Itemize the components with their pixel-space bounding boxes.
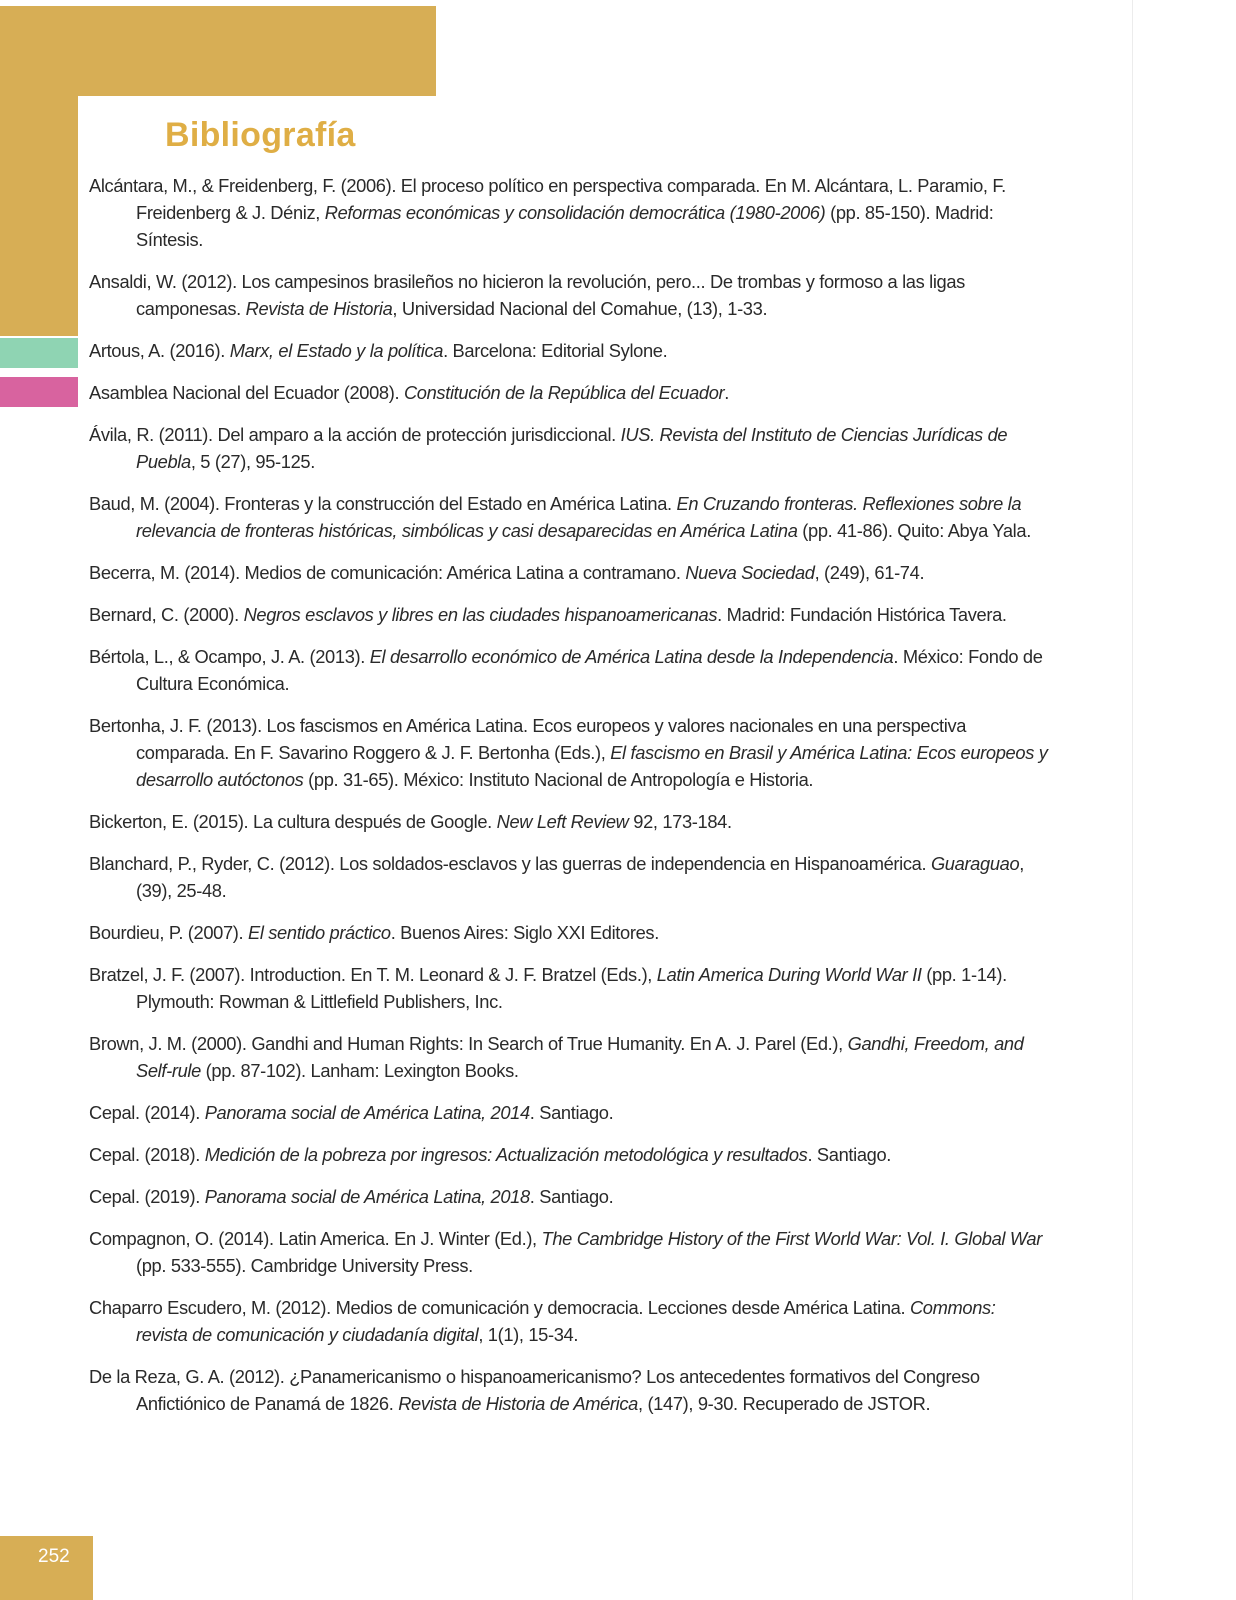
entry-text-tail: , 5 (27), 95-125.	[190, 451, 315, 472]
entry-text: Asamblea Nacional del Ecuador (2008).	[89, 382, 404, 403]
side-accent-bar	[0, 96, 78, 336]
entry-title: Gandhi, Freedom, and Self-rule	[136, 1033, 1024, 1081]
bibliography-entry	[89, 601, 1049, 628]
entry-text: Bratzel, J. F. (2007). Introduction. En T. M. Leonard & J. F. Bratzel (Eds.),	[89, 964, 657, 985]
entry-text: Bértola, L., & Ocampo, J. A. (2013).	[89, 646, 370, 667]
entry-text: Baud, M. (2004). Fronteras y la construcción del Estado en América Latina.	[89, 493, 677, 514]
entry-text: Alcántara, M., & Freidenberg, F. (2006). El proceso político en perspectiva comparada. En M. Alcántara, L. Paramio, F. Freidenberg & J. Déniz,	[89, 175, 1006, 223]
entry-text-tail: . Madrid: Fundación Histórica Tavera.	[717, 604, 1007, 625]
entry-text-tail: . Santiago.	[529, 1186, 614, 1207]
entry-text: Becerra, M. (2014). Medios de comunicación: América Latina a contramano.	[89, 562, 686, 583]
entry-text: Artous, A. (2016).	[89, 340, 230, 361]
entry-title: Nueva Sociedad	[685, 562, 815, 583]
bibliography-entry	[89, 268, 1049, 322]
bibliography-entry	[89, 1183, 1049, 1210]
bibliography-entry	[89, 1294, 1049, 1348]
bibliography-entry	[89, 559, 1049, 586]
entry-text-tail: (pp. 87-102). Lanham: Lexington Books.	[200, 1060, 519, 1081]
entry-title: Negros esclavos y libres en las ciudades hispanoamericanas	[243, 604, 718, 625]
entry-title: Guaraguao	[930, 853, 1020, 874]
entry-text-tail: . Santiago.	[807, 1144, 892, 1165]
bibliography-entry	[89, 712, 1049, 793]
page-title: Bibliografía	[165, 116, 356, 154]
entry-text-tail: , 1(1), 15-34.	[478, 1324, 579, 1345]
entry-title: El sentido práctico	[247, 922, 391, 943]
entry-title: Marx, el Estado y la política	[229, 340, 444, 361]
entry-text: Chaparro Escudero, M. (2012). Medios de comunicación y democracia. Lecciones desde América Latina.	[89, 1297, 910, 1318]
entry-text-tail: , (147), 9-30. Recuperado de JSTOR.	[637, 1393, 931, 1414]
entry-text-tail: . Santiago.	[529, 1102, 614, 1123]
entry-title: Panorama social de América Latina, 2018	[204, 1186, 530, 1207]
header-accent-bar	[0, 6, 436, 96]
bibliography-entry	[89, 490, 1049, 544]
entry-text: Cepal. (2014).	[89, 1102, 205, 1123]
entry-title: Reformas económicas y consolidación democrática (1980-2006)	[324, 202, 826, 223]
entry-title: The Cambridge History of the First World War: Vol. I. Global War	[541, 1228, 1042, 1249]
entry-title: Commons: revista de comunicación y ciudadanía digital	[136, 1297, 996, 1345]
bibliography-entry	[89, 421, 1049, 475]
entry-text: Cepal. (2019).	[89, 1186, 205, 1207]
bibliography-entry	[89, 643, 1049, 697]
entry-text: Ávila, R. (2011). Del amparo a la acción de protección jurisdiccional.	[89, 424, 621, 445]
bibliography-list	[89, 172, 1049, 1432]
page-edge-line	[1132, 0, 1133, 1600]
bibliography-entry	[89, 379, 1049, 406]
bibliography-entry	[89, 172, 1049, 253]
page-number: 252	[38, 1546, 70, 1567]
entry-text-tail: .	[724, 382, 730, 403]
bibliography-entry	[89, 1141, 1049, 1168]
bibliography-entry	[89, 1225, 1049, 1279]
entry-title: Revista de Historia de América	[398, 1393, 638, 1414]
entry-title: El fascismo en Brasil y América Latina: Ecos europeos y desarrollo autóctonos	[136, 742, 1048, 790]
bibliography-entry	[89, 1030, 1049, 1084]
entry-text: Brown, J. M. (2000). Gandhi and Human Rights: In Search of True Humanity. En A. J. Parel (Ed.),	[89, 1033, 848, 1054]
entry-text-tail: 92, 173-184.	[628, 811, 732, 832]
entry-title: Panorama social de América Latina, 2014	[204, 1102, 530, 1123]
bibliography-entry	[89, 1363, 1049, 1417]
entry-text-tail: . Buenos Aires: Siglo XXI Editores.	[390, 922, 659, 943]
entry-text-tail: (pp. 533-555). Cambridge University Press.	[136, 1255, 473, 1276]
entry-text-tail: (pp. 41-86). Quito: Abya Yala.	[797, 520, 1031, 541]
bibliography-entry	[89, 337, 1049, 364]
entry-text-tail: (pp. 1-14). Plymouth: Rowman & Littlefield Publishers, Inc.	[136, 964, 1007, 1012]
entry-text: Blanchard, P., Ryder, C. (2012). Los soldados-esclavos y las guerras de independencia en Hispanoamérica.	[89, 853, 931, 874]
entry-text-tail: , Universidad Nacional del Comahue, (13), 1-33.	[392, 298, 768, 319]
entry-text: Bertonha, J. F. (2013). Los fascismos en América Latina. Ecos europeos y valores nacionales en una perspectiva comparada. En F. Savarino Roggero & J. F. Bertonha (Eds.),	[89, 715, 967, 763]
entry-text-tail: , (39), 25-48.	[136, 853, 1024, 901]
entry-title: En Cruzando fronteras. Reflexiones sobre la relevancia de fronteras históricas, simbólicas y casi desaparecidas en América Latina	[136, 493, 1022, 541]
bibliography-entry	[89, 919, 1049, 946]
bibliography-entry	[89, 808, 1049, 835]
entry-text: De la Reza, G. A. (2012). ¿Panamericanismo o hispanoamericanismo? Los antecedentes formativos del Congreso Anfictiónico de Panamá de 1826.	[89, 1366, 980, 1414]
entry-text: Bickerton, E. (2015). La cultura después de Google.	[89, 811, 497, 832]
entry-title: Constitución de la República del Ecuador	[403, 382, 725, 403]
entry-text: Bernard, C. (2000).	[89, 604, 244, 625]
entry-title: Latin America During World War II	[656, 964, 922, 985]
entry-text: Ansaldi, W. (2012). Los campesinos brasileños no hicieron la revolución, pero... De trombas y formoso a las ligas camponesas.	[89, 271, 965, 319]
entry-title: IUS. Revista del Instituto de Ciencias Jurídicas de Puebla	[136, 424, 1008, 472]
entry-text-tail: , (249), 61-74.	[814, 562, 925, 583]
bibliography-entry	[89, 961, 1049, 1015]
entry-text: Cepal. (2018).	[89, 1144, 205, 1165]
entry-text-tail: (pp. 31-65). México: Instituto Nacional de Antropología e Historia.	[303, 769, 814, 790]
entry-title: New Left Review	[496, 811, 629, 832]
entry-text: Compagnon, O. (2014). Latin America. En J. Winter (Ed.),	[89, 1228, 542, 1249]
entry-title: Medición de la pobreza por ingresos: Actualización metodológica y resultados	[204, 1144, 808, 1165]
entry-text-tail: . México: Fondo de Cultura Económica.	[136, 646, 1043, 694]
entry-text: Bourdieu, P. (2007).	[89, 922, 248, 943]
section-tab-green	[0, 338, 78, 368]
entry-text-tail: . Barcelona: Editorial Sylone.	[443, 340, 668, 361]
bibliography-entry	[89, 1099, 1049, 1126]
entry-title: El desarrollo económico de América Latina desde la Independencia	[369, 646, 894, 667]
section-tab-pink	[0, 377, 78, 407]
bibliography-entry	[89, 850, 1049, 904]
entry-title: Revista de Historia	[245, 298, 393, 319]
entry-text-tail: (pp. 85-150). Madrid: Síntesis.	[136, 202, 994, 250]
